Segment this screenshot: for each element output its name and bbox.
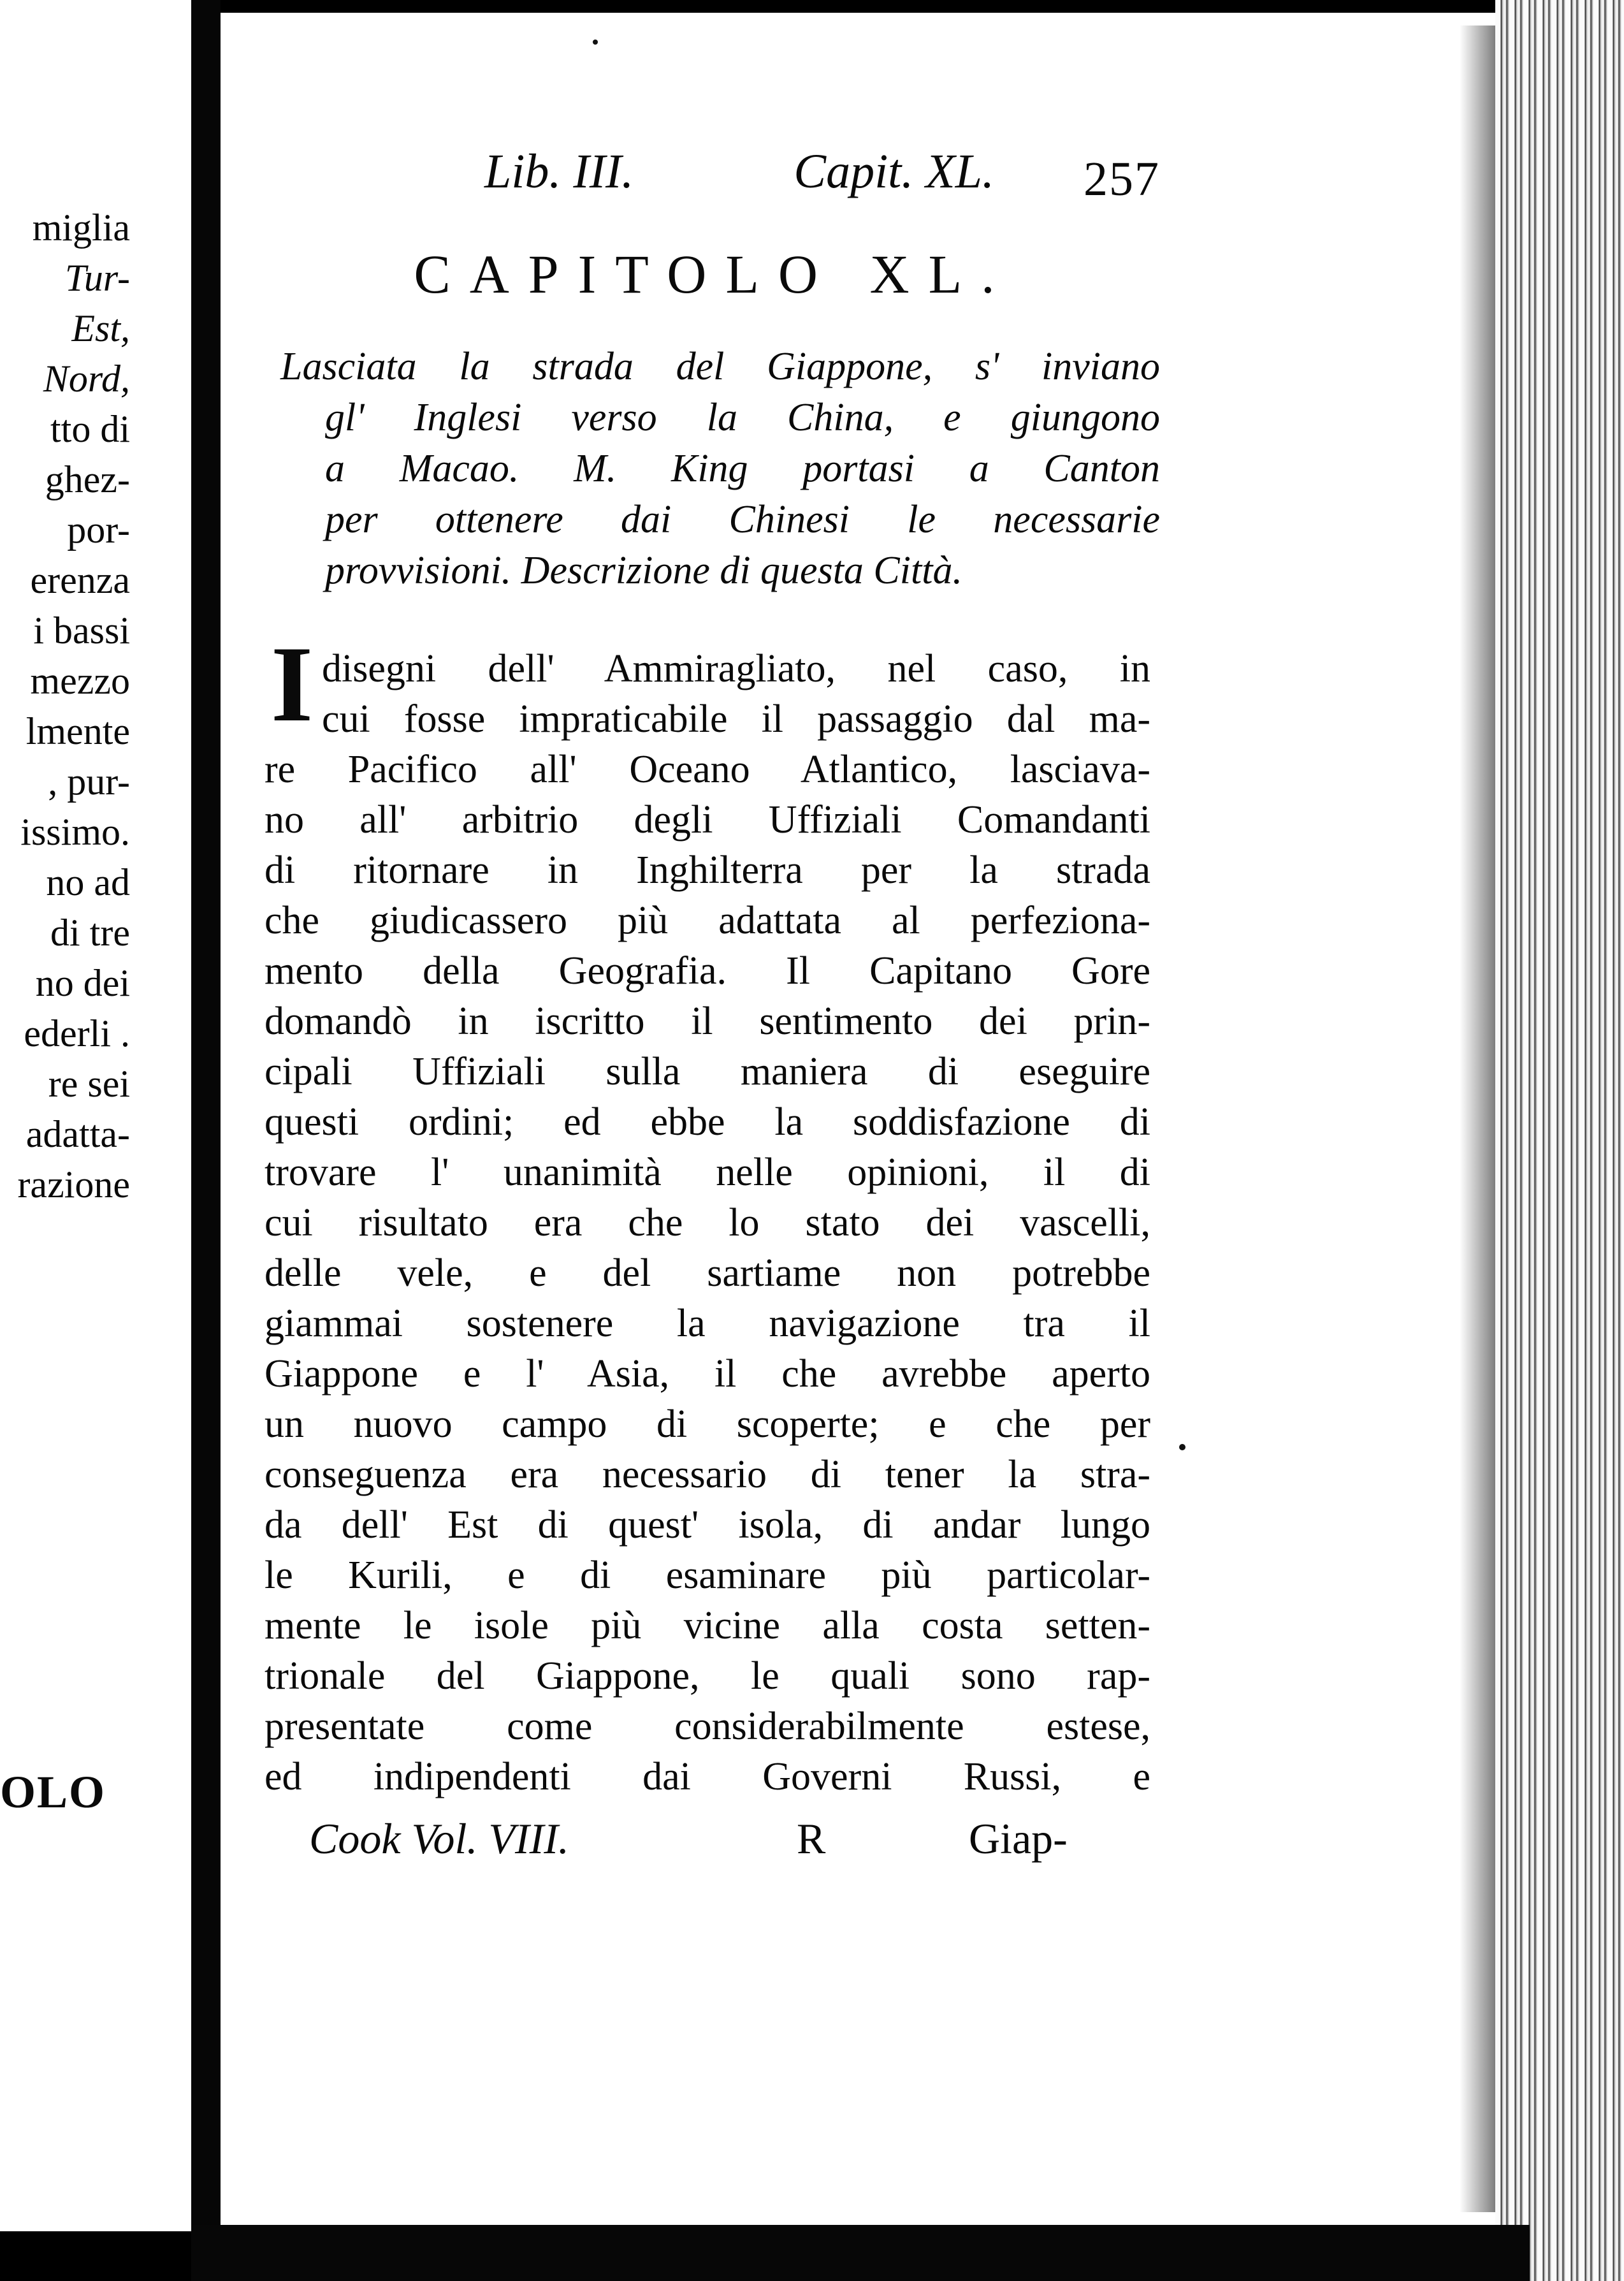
ink-speck xyxy=(593,40,598,45)
running-head-book: Lib. III. xyxy=(484,145,634,198)
facing-page-line: issimo. xyxy=(20,811,130,853)
body-line: che giudicassero più adattata al perfeziona- xyxy=(265,899,1150,942)
scan-bottom-border xyxy=(191,2225,1530,2281)
facing-page-line: adatta- xyxy=(25,1113,130,1155)
facing-page-line: tto di xyxy=(50,408,130,450)
summary-line: Lasciata la strada del Giappone, s' inviano xyxy=(280,345,1160,388)
summary-line: a Macao. M. King portasi a Canton xyxy=(325,447,1160,490)
body-text xyxy=(265,644,1150,1802)
body-line: trovare l' unanimità nelle opinioni, il di xyxy=(265,1151,1150,1194)
page-edges xyxy=(1495,0,1624,2281)
body-line: no all' arbitrio degli Uffiziali Comandanti xyxy=(265,798,1150,842)
page-number: 257 xyxy=(1084,152,1160,206)
drop-cap: I xyxy=(271,624,314,744)
facing-page-line: re sei xyxy=(48,1063,130,1105)
facing-page-line: , pur- xyxy=(48,761,130,803)
body-line: ed indipendenti dai Governi Russi, e xyxy=(265,1755,1150,1798)
body-line: cui risultato era che lo stato dei vascelli, xyxy=(265,1201,1150,1244)
body-line: re Pacifico all' Oceano Atlantico, lasciava- xyxy=(265,748,1150,791)
ink-speck xyxy=(1179,1444,1185,1450)
running-head-chapter: Capit. XL. xyxy=(794,145,994,198)
facing-page-line: ederli . xyxy=(24,1012,130,1054)
body-line: cui fosse impraticabile il passaggio dal ma- xyxy=(322,697,1150,741)
facing-page-line: ghez- xyxy=(45,458,130,500)
chapter-title: CAPITOLO XL. xyxy=(414,244,1014,305)
chapter-summary xyxy=(280,341,1160,596)
running-head xyxy=(484,144,1160,200)
body-line: un nuovo campo di scoperte; e che per xyxy=(265,1403,1150,1446)
facing-page-line: por- xyxy=(67,509,130,551)
facing-page-heading-fragment: OLO xyxy=(0,1767,106,1818)
body-line: le Kurili, e di esaminare più particolar- xyxy=(265,1554,1150,1597)
body-line: questi ordini; ed ebbe la soddisfazione di xyxy=(265,1100,1150,1144)
body-line: Giappone e l' Asia, il che avrebbe aperto xyxy=(265,1352,1150,1396)
body-line: mento della Geografia. Il Capitano Gore xyxy=(265,949,1150,993)
body-line: di ritornare in Inghilterra per la strada xyxy=(265,849,1150,892)
printer-signature: Cook Vol. VIII. xyxy=(309,1814,569,1863)
book-gutter xyxy=(191,0,221,2281)
body-line: disegni dell' Ammiragliato, nel caso, in xyxy=(322,647,1150,690)
facing-page-line: no dei xyxy=(35,962,130,1004)
facing-page-line: Nord, xyxy=(43,358,130,400)
facing-page-line: no ad xyxy=(46,861,130,903)
facing-page-line: Est, xyxy=(71,307,130,349)
facing-page-line: i bassi xyxy=(33,609,130,652)
body-line: mente le isole più vicine alla costa setten- xyxy=(265,1604,1150,1647)
body-line: domandò in iscritto il sentimento dei prin- xyxy=(265,1000,1150,1043)
facing-page-line: lmente xyxy=(25,710,130,752)
body-line: delle vele, e del sartiame non potrebbe xyxy=(265,1251,1150,1295)
summary-line: gl' Inglesi verso la China, e giungono xyxy=(325,396,1160,439)
summary-line: provvisioni. Descrizione di questa Città. xyxy=(325,549,962,592)
summary-line: per ottenere dai Chinesi le necessarie xyxy=(325,498,1160,541)
facing-page-line: razione xyxy=(17,1163,130,1206)
facing-page-line: Tur- xyxy=(64,257,130,299)
body-line: cipali Uffiziali sulla maniera di eseguire xyxy=(265,1050,1150,1093)
catchword: Giap- xyxy=(969,1814,1068,1863)
body-line: giammai sostenere la navigazione tra il xyxy=(265,1302,1150,1345)
facing-page-text xyxy=(0,203,191,1210)
facing-page-line: erenza xyxy=(30,559,130,601)
facing-page-line: mezzo xyxy=(30,660,130,702)
body-line: trionale del Giappone, le quali sono rap- xyxy=(265,1654,1150,1698)
body-line: da dell' Est di quest' isola, di andar lungo xyxy=(265,1503,1150,1547)
facing-page-line: miglia xyxy=(32,207,130,249)
facing-page xyxy=(0,0,194,2231)
body-line: presentate come considerabilmente estese, xyxy=(265,1705,1150,1748)
facing-page-line: di tre xyxy=(50,912,130,954)
body-line: conseguenza era necessario di tener la stra- xyxy=(265,1453,1150,1496)
signature-mark: R xyxy=(797,1814,826,1863)
